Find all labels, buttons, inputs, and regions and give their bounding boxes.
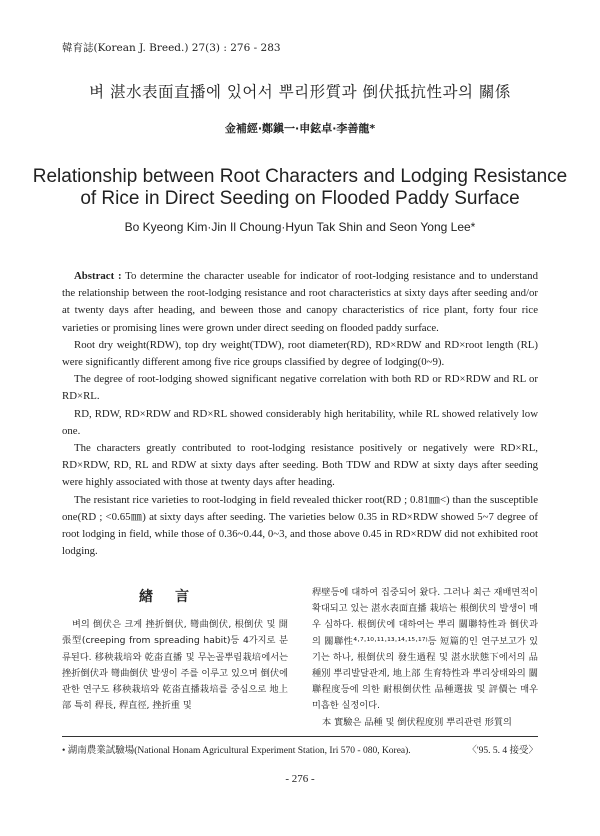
body-paragraph: 稈壁등에 대하여 집중되어 왔다. 그러나 최근 재배면적이 확대되고 있는 湛水表面直播 栽培는 根倒伏의 발생이 매우 심하다. 根倒伏에 대하여는 뿌리 關聯特性과 倒伏과의 關聯性⁴·⁷·¹⁰·¹¹·¹³·¹⁴·¹⁵·¹⁷⁾등 短篇的인 연구보고가 있기는 하나, 根倒伏의 發生過程 및 湛水狀態下에서의 品種別 뿌리발달관계, 地上部 生育特性과 뿌리상태와의 關聯程度등에 의한 耐根倒伏性 品種選拔 및 評價는 매우 미흡한 실정이다. <box>312 587 538 712</box>
abstract-paragraph: The resistant rice varieties to root-lodging in field revealed thicker root(RD ; 0.81㎜<) than the susceptible one(RD ; <0.65㎜) at sixty days after seeding. The varieties below 0.35 in RD×RDW showed 5~7 degree of root lodging in field, while those of 0.36~0.44, 0~3, and those above 0.45 in RD×RDW did not exhibited root lodging. <box>62 493 538 558</box>
footnote <box>62 742 538 756</box>
korean-title: 벼 湛水表面直播에 있어서 뿌리形質과 倒伏抵抗性과의 關係 <box>89 83 511 101</box>
journal-citation: 韓育誌(Korean J. Breed.) 27(3) : 276 - 283 <box>62 42 281 54</box>
abstract-paragraph: The characters greatly contributed to root-lodging resistance positively or negatively were RD×RL, RD×RDW, RD, RL and RDW at sixty days after seeding. Both TDW and RDW at sixty days after seeding were highly associated with those at twenty days after heading. <box>62 442 538 489</box>
abstract-label: Abstract : <box>74 270 122 282</box>
abstract-paragraph: The degree of root-lodging showed significant negative correlation with both RD or RD×RDW and RL or RD×RL. <box>62 373 538 403</box>
section-heading: 緖言 <box>139 589 211 605</box>
english-title <box>0 166 600 210</box>
abstract <box>62 268 538 560</box>
english-authors: Bo Kyeong Kim·Jin Il Choung·Hyun Tak Shin and Seon Yong Lee* <box>124 220 476 234</box>
body-paragraph: 벼의 倒伏은 크게 挫折倒伏, 彎曲倒伏, 根倒伏 및 開張型(creeping from spreading habit)등 4가지로 분류된다. 移秧栽培와 乾畓直播 및 무논골뿌림栽培에서는 挫折倒伏과 彎曲倒伏 발생이 주를 이루고 있으며 倒伏에 관한 연구도 移秧栽培와 乾畓直播栽培를 중심으로 地上部 특히 稈長, 稈直徑, 挫折重 및 <box>62 619 288 712</box>
footnote-divider <box>62 736 538 737</box>
english-title-line2: of Rice in Direct Seeding on Flooded Paddy Surface <box>80 188 520 209</box>
korean-authors: 金補經·鄭鎭一·申鉉卓·李善龍* <box>224 122 376 135</box>
body-column-left <box>62 585 288 714</box>
abstract-paragraph: RD, RDW, RD×RDW and RD×RL showed considerably high heritability, while RL showed relatively low one. <box>62 407 538 437</box>
abstract-text: To determine the character useable for indicator of root-lodging resistance and to understand the relationship between the root-lodging resistance and root characteristics at sixty days after seeding and/or at twenty days after heading, and beween those and canopy characteristics of rice plant, forty four rice varieties or promising lines were grown under direct seeding on flooded paddy surface. <box>62 270 538 334</box>
body-paragraph: 本 實驗은 品種 및 倒伏程度別 뿌리관련 形質의 <box>322 716 512 728</box>
footnote-received-date: 〈'95. 5. 4 接受〉 <box>467 746 538 756</box>
english-title-line1: Relationship between Root Characters and Lodging Resistance <box>32 166 568 187</box>
page-number: - 276 - <box>285 773 315 785</box>
abstract-paragraph: Root dry weight(RDW), top dry weight(TDW), root diameter(RD), RD×RDW and RD×root length (RL) were significantly different among five rice groups classified by degree of lodging(0~9). <box>62 338 538 369</box>
footnote-affiliation: • 湖南農業試驗場(National Honam Agricultural Experiment Station, Iri 570 - 080, Korea). <box>62 746 411 756</box>
body-column-right <box>312 585 538 731</box>
abstract-paragraph <box>62 268 538 337</box>
